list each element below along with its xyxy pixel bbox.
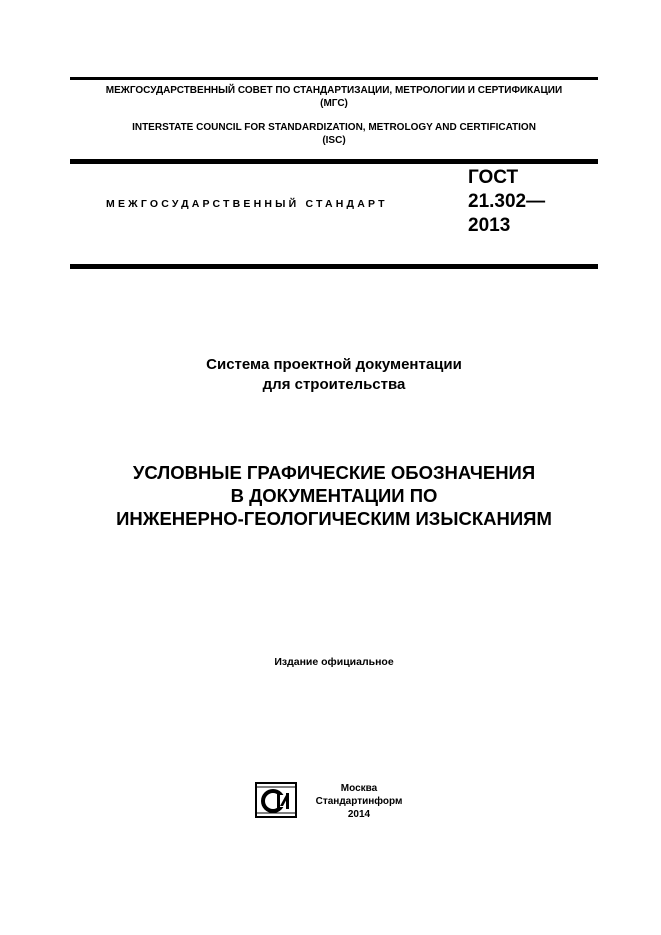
council-name-russian: [70, 84, 598, 110]
council-en-abbreviation: (ISC): [322, 135, 346, 146]
standard-type-label: МЕЖГОСУДАРСТВЕННЫЙ СТАНДАРТ: [106, 198, 388, 210]
system-title: [70, 355, 598, 395]
middle-divider: [70, 159, 598, 164]
system-title-line-1: Система проектной документации: [206, 356, 462, 373]
council-ru-line-1: МЕЖГОСУДАРСТВЕННЫЙ СОВЕТ ПО СТАНДАРТИЗАЦИИ, МЕТРОЛОГИИ И СЕРТИФИКАЦИИ: [105, 85, 563, 96]
publisher-info: [304, 782, 414, 821]
edition-note: Издание официальное: [274, 656, 394, 668]
main-title-line-3: ИНЖЕНЕРНО-ГЕОЛОГИЧЕСКИМ ИЗЫСКАНИЯМ: [116, 508, 552, 529]
gost-number: 21.302—: [468, 191, 546, 212]
publisher-city: Москва: [340, 783, 378, 794]
system-title-line-2: для строительства: [262, 376, 406, 393]
council-en-line-1: INTERSTATE COUNCIL FOR STANDARDIZATION, METROLOGY AND CERTIFICATION: [132, 122, 536, 133]
publisher-name: Стандартинформ: [315, 796, 403, 807]
gost-designation: [468, 166, 545, 238]
bottom-divider: [70, 264, 598, 269]
main-title-line-1: УСЛОВНЫЕ ГРАФИЧЕСКИЕ ОБОЗНАЧЕНИЯ: [132, 462, 536, 483]
standartinform-logo-icon: [255, 782, 297, 818]
gost-prefix: ГОСТ: [468, 167, 519, 188]
main-title-line-2: В ДОКУМЕНТАЦИИ ПО: [230, 485, 438, 506]
top-divider: [70, 77, 598, 80]
publication-year: 2014: [347, 809, 371, 820]
council-ru-abbreviation: (МГС): [320, 98, 348, 109]
document-main-title: [70, 461, 598, 530]
gost-year: 2013: [468, 215, 511, 236]
council-name-english: [70, 121, 598, 147]
